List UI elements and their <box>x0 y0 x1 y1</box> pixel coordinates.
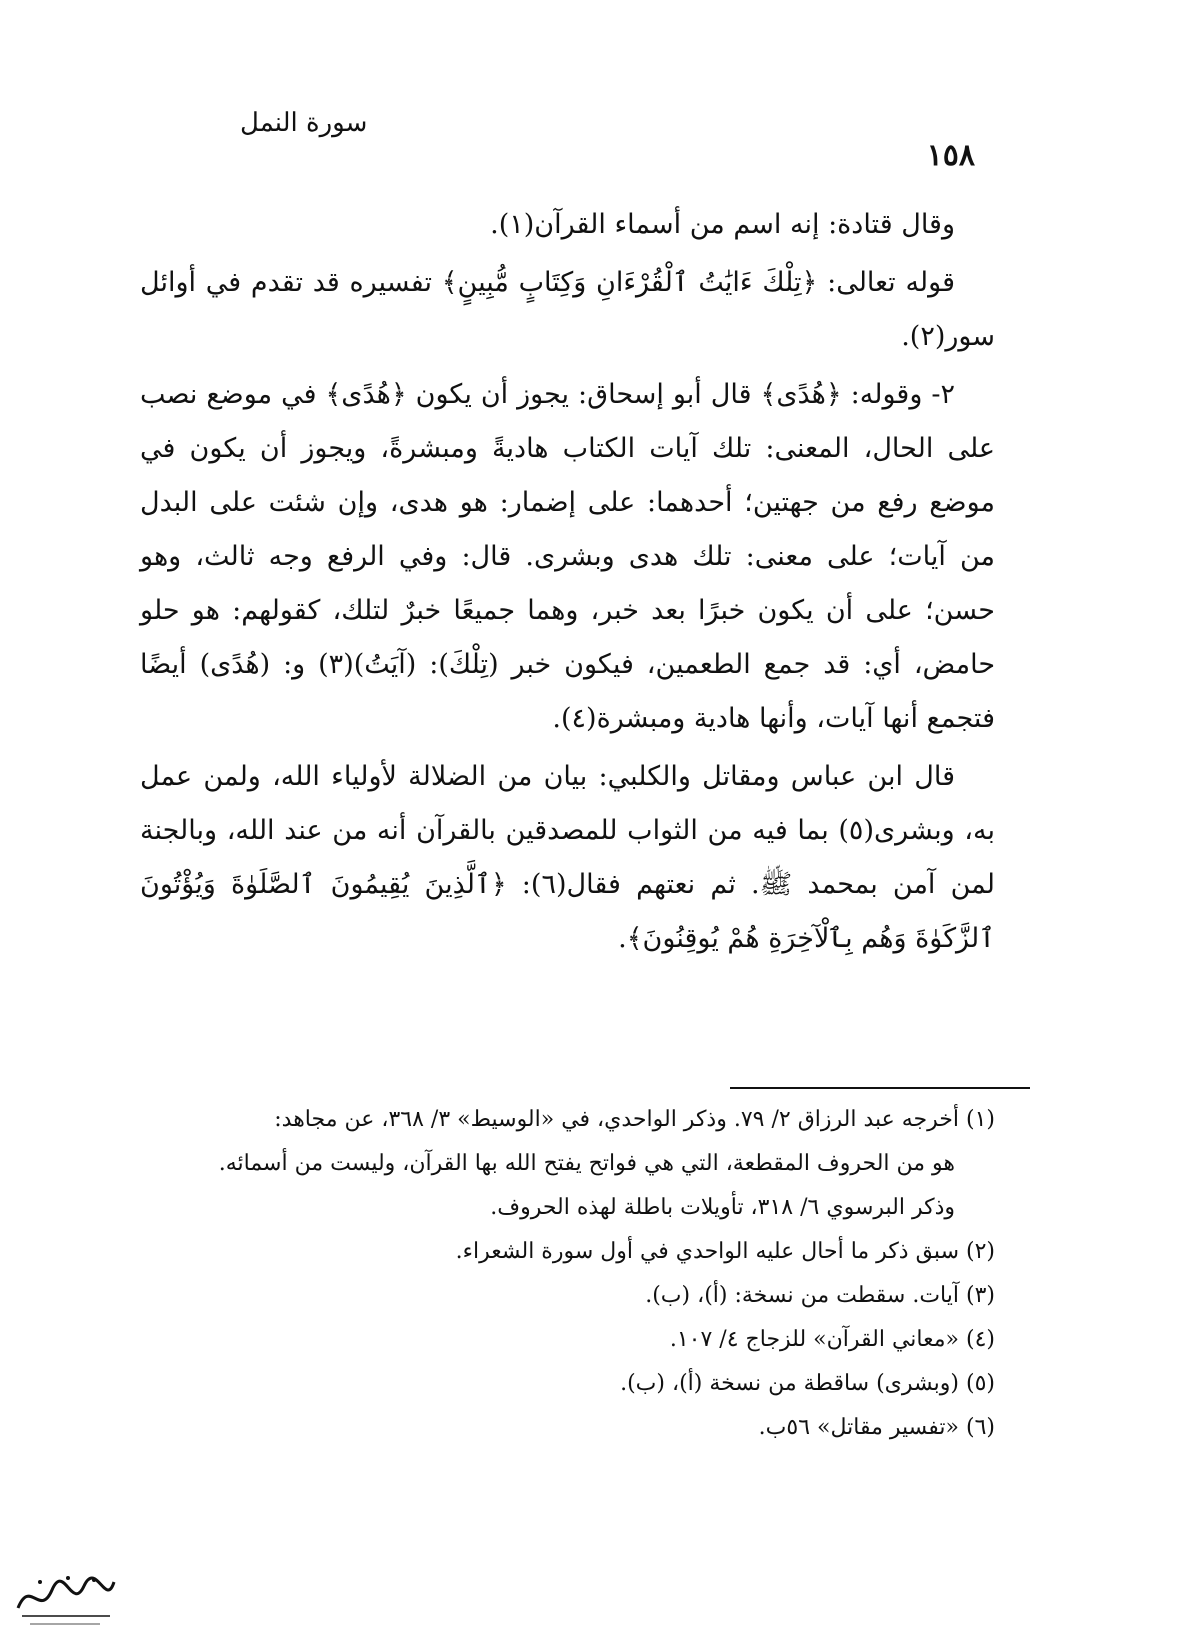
paragraph-2: قوله تعالى: ﴿تِلْكَ ءَايَٰتُ ٱلْقُرْءَانِ وَكِتَابٍ مُّبِينٍ﴾ تفسيره قد تقدم في أوائل سور(٢). <box>140 267 995 352</box>
footnote-1-line-1: (١) أخرجه عبد الرزاق ٢/ ٧٩. وذكر الواحدي، في «الوسيط» ٣/ ٣٦٨، عن مجاهد: <box>274 1107 995 1132</box>
footnote-1-line-3: وذكر البرسوي ٦/ ٣١٨، تأويلات باطلة لهذه الحروف. <box>490 1195 955 1220</box>
body-text <box>140 198 995 970</box>
footnote-1-line-2: هو من الحروف المقطعة، التي هي فواتح يفتح الله بها القرآن، وليست من أسمائه. <box>218 1151 955 1176</box>
surah-name: سورة النمل <box>240 108 368 138</box>
footnote-6: (٦) «تفسير مقاتل» ٥٦ب. <box>758 1415 995 1440</box>
footnote-1 <box>140 1098 995 1230</box>
footnote-5: (٥) (وبشرى) ساقطة من نسخة (أ)، (ب). <box>620 1371 995 1396</box>
page-header <box>240 108 975 173</box>
paragraph-1: وقال قتادة: إنه اسم من أسماء القرآن(١). <box>490 209 955 240</box>
page-number: ١٥٨ <box>926 138 975 173</box>
paragraph-3: ٢- وقوله: ﴿هُدًى﴾ قال أبو إسحاق: يجوز أن يكون ﴿هُدًى﴾ في موضع نصب على الحال، المعنى: تلك آيات الكتاب هاديةً ومبشرةً، ويجوز أن يكون في موضع رفع من جهتين؛ أحدهما: على إضمار: هو هدى، وإن شئت على البدل من آيات؛ على معنى: تلك هدى وبشرى. قال: وفي الرفع وجه ثالث، وهو حسن؛ على أن يكون خبرًا بعد خبر، وهما جميعًا خبرٌ لتلك، كقولهم: هو حلو حامض، أي: قد جمع الطعمين، فيكون خبر (تِلْكَ): (آيَتُ)(٣) و: (هُدًى) أيضًا فتجمع أنها آيات، وأنها هادية ومبشرة(٤). <box>140 379 996 734</box>
publisher-logo-icon <box>10 1568 120 1630</box>
footnote-3: (٣) آيات. سقطت من نسخة: (أ)، (ب). <box>645 1283 995 1308</box>
footnotes <box>140 1098 995 1450</box>
paragraph-4: قال ابن عباس ومقاتل والكلبي: بيان من الضلالة لأولياء الله، ولمن عمل به، وبشرى(٥) بما فيه من الثواب للمصدقين بالقرآن أنه من عند الله، وبالجنة لمن آمن بمحمد ﷺ. ثم نعتهم فقال(٦): ﴿ٱلَّذِينَ يُقِيمُونَ ٱلصَّلَوٰةَ وَيُؤْتُونَ ٱلزَّكَوٰةَ وَهُم بِٱلْآخِرَةِ هُمْ يُوقِنُونَ﴾. <box>140 761 996 954</box>
footnote-4: (٤) «معاني القرآن» للزجاج ٤/ ١٠٧. <box>669 1327 995 1352</box>
footnote-divider <box>730 1087 1030 1089</box>
footnote-2: (٢) سبق ذكر ما أحال عليه الواحدي في أول سورة الشعراء. <box>455 1239 995 1264</box>
